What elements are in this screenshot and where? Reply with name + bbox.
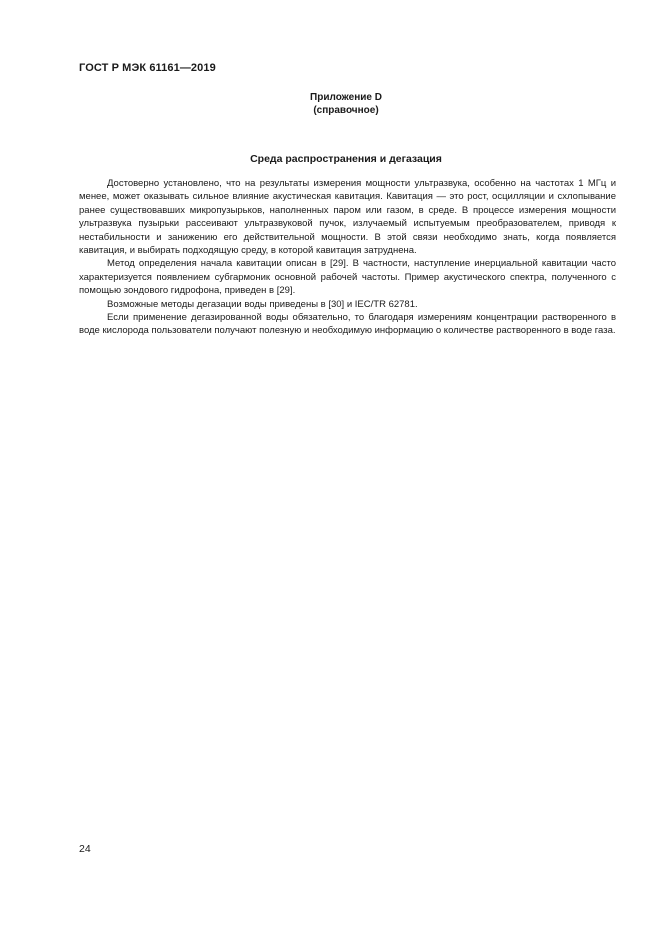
annex-subtitle: (справочное) (313, 105, 379, 116)
body-text (79, 177, 616, 338)
annex-heading (0, 91, 661, 117)
paragraph: Метод определения начала кавитации описан в [29]. В частности, наступление инерциальной кавитации часто характеризуется появлением субгармоник основной рабочей частоты. Пример акустического спектра, полученного с помощью зондового гидрофона, приведен в [29]. (79, 258, 616, 297)
page-number: 24 (79, 843, 91, 855)
paragraph: Возможные методы дегазации воды приведены в [30] и IEC/TR 62781. (107, 298, 418, 310)
document-header-standard-id: ГОСТ Р МЭК 61161—2019 (79, 62, 216, 74)
paragraph: Если применение дегазированной воды обязательно, то благодаря измерениям концентрации растворенного в воде кислорода пользователи получают полезную и необходимую информацию о количестве растворенного в воде газа. (79, 312, 616, 337)
annex-title: Приложение D (310, 92, 382, 103)
section-title: Среда распространения и дегазация (250, 153, 442, 165)
paragraph: Достоверно установлено, что на результаты измерения мощности ультразвука, особенно на частотах 1 МГц и менее, может оказывать сильное влияние акустическая кавитация. Кавитация — это рост, осцилляции и схлопывание ранее существовавших микропузырьков, наполненных паром или газом, в среде. В процессе измерения мощности ультразвука пузырьки рассеивают ультразвуковой пучок, излучаемый испытуемым преобразователем, приводя к нестабильности и занижению его действительной мощности. В этой связи необходимо знать, когда появляется кавитация, и выбирать подходящую среду, в которой кавитация затруднена. (79, 178, 616, 257)
